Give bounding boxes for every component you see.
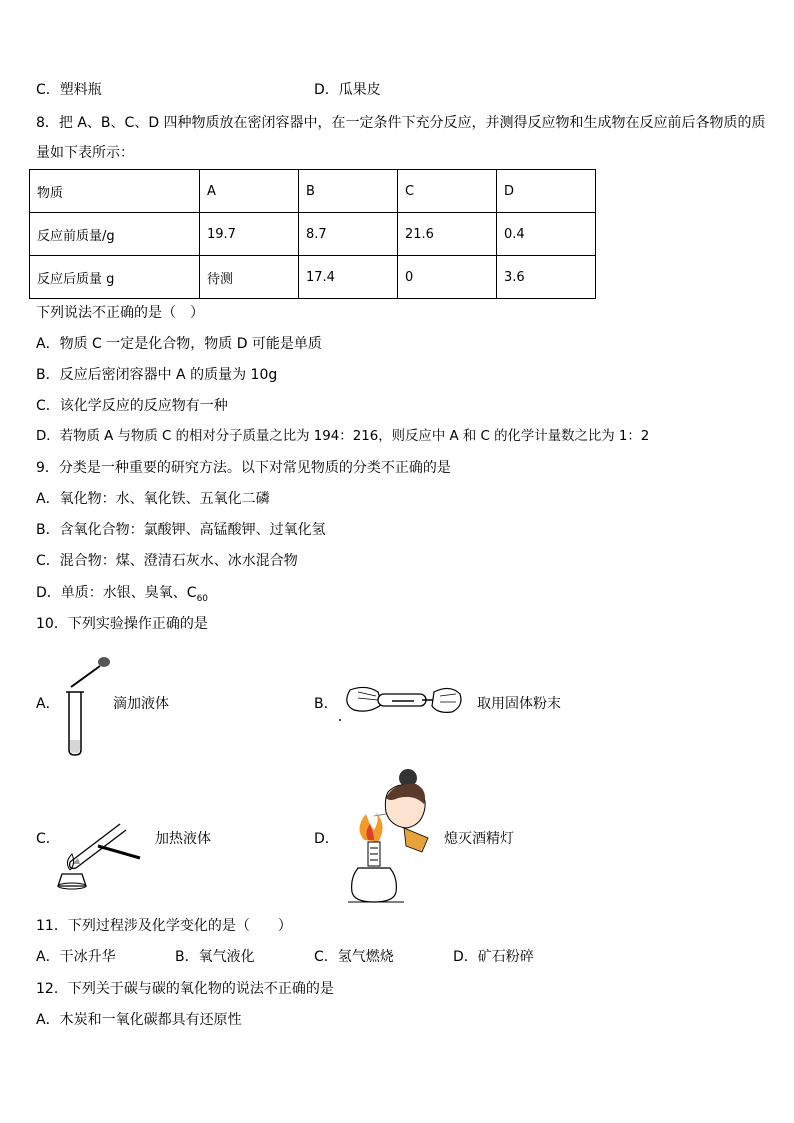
mass-table — [29, 169, 596, 299]
q10-option-b-caption: 取用固体粉末 — [477, 696, 561, 712]
table-header-cell: C — [398, 170, 497, 213]
table-header-cell: D — [497, 170, 596, 213]
table-cell: 8.7 — [299, 213, 398, 256]
q10-option-a-caption: 滴加液体 — [113, 696, 169, 712]
q10-option-c-letter: C． — [36, 831, 60, 847]
q10-option-b-letter: B． — [314, 696, 338, 712]
q9-option-b: B．含氧化合物：氯酸钾、高锰酸钾、过氧化氢 — [36, 522, 326, 538]
table-cell: 19.7 — [200, 213, 299, 256]
table-cell: 0 — [398, 256, 497, 299]
q8-question: 下列说法不正确的是（ ） — [36, 305, 204, 321]
table-header-cell: A — [200, 170, 299, 213]
table-cell: 21.6 — [398, 213, 497, 256]
q8-option-c: C．该化学反应的反应物有一种 — [36, 398, 228, 414]
q10-option-d-caption: 熄灭酒精灯 — [444, 831, 514, 847]
table-row — [30, 256, 596, 299]
q10-option-a-letter: A． — [36, 696, 60, 712]
q11-option-c: C．氢气燃烧 — [314, 949, 394, 965]
table-cell: 0.4 — [497, 213, 596, 256]
q8-stem-line2: 量如下表所示： — [36, 145, 134, 161]
blow-out-lamp-figure — [344, 768, 440, 906]
q12-stem: 12．下列关于碳与碳的氧化物的说法不正确的是 — [36, 981, 334, 997]
q10-option-c-caption: 加热液体 — [155, 831, 211, 847]
heating-liquid-figure — [56, 818, 146, 890]
q8-option-d: D．若物质 A 与物质 C 的相对分子质量之比为 194：216，则反应中 A 和 C 的化学计量数之比为 1：2 — [36, 429, 650, 444]
q12-option-a: A．木炭和一氧化碳都具有还原性 — [36, 1012, 242, 1028]
q10-option-d-letter: D． — [314, 831, 339, 847]
q9-option-a: A．氧化物：水、氧化铁、五氧化二磷 — [36, 491, 270, 507]
dropper-test-tube-figure — [60, 654, 116, 758]
q8-stem-line1: 8．把 A、B、C、D 四种物质放在密闭容器中，在一定条件下充分反应，并测得反应物和生成物在反应前后各物质的质 — [36, 115, 766, 131]
q11-option-d: D．矿石粉碎 — [453, 949, 534, 965]
q9-option-c: C．混合物：煤、澄清石灰水、冰水混合物 — [36, 553, 298, 569]
q9-option-d-subscript: 60 — [196, 593, 209, 604]
q7-option-c: C．塑料瓶 — [36, 82, 102, 98]
q7-option-d: D．瓜果皮 — [314, 82, 381, 98]
table-row — [30, 213, 596, 256]
table-cell: 反应前质量/g — [30, 213, 200, 256]
table-cell: 17.4 — [299, 256, 398, 299]
table-cell: 3.6 — [497, 256, 596, 299]
q11-option-b: B．氧气液化 — [175, 949, 255, 965]
table-cell: 反应后质量 g — [30, 256, 200, 299]
table-header-cell: B — [299, 170, 398, 213]
q11-stem: 11．下列过程涉及化学变化的是（ ） — [36, 918, 292, 934]
q9-stem: 9．分类是一种重要的研究方法。以下对常见物质的分类不正确的是 — [36, 460, 451, 476]
q9-option-d — [36, 583, 208, 609]
powder-sampling-figure — [336, 680, 466, 724]
q11-option-a: A．干冰升华 — [36, 949, 116, 965]
q8-option-a: A．物质 C 一定是化合物，物质 D 可能是单质 — [36, 336, 322, 352]
table-header-row — [30, 170, 596, 213]
q10-stem: 10．下列实验操作正确的是 — [36, 616, 208, 632]
q8-option-b: B．反应后密闭容器中 A 的质量为 10g — [36, 367, 278, 383]
q9-option-d-text: D．单质：水银、臭氧、C — [36, 585, 197, 601]
table-header-cell: 物质 — [30, 170, 200, 213]
table-cell: 待测 — [200, 256, 299, 299]
